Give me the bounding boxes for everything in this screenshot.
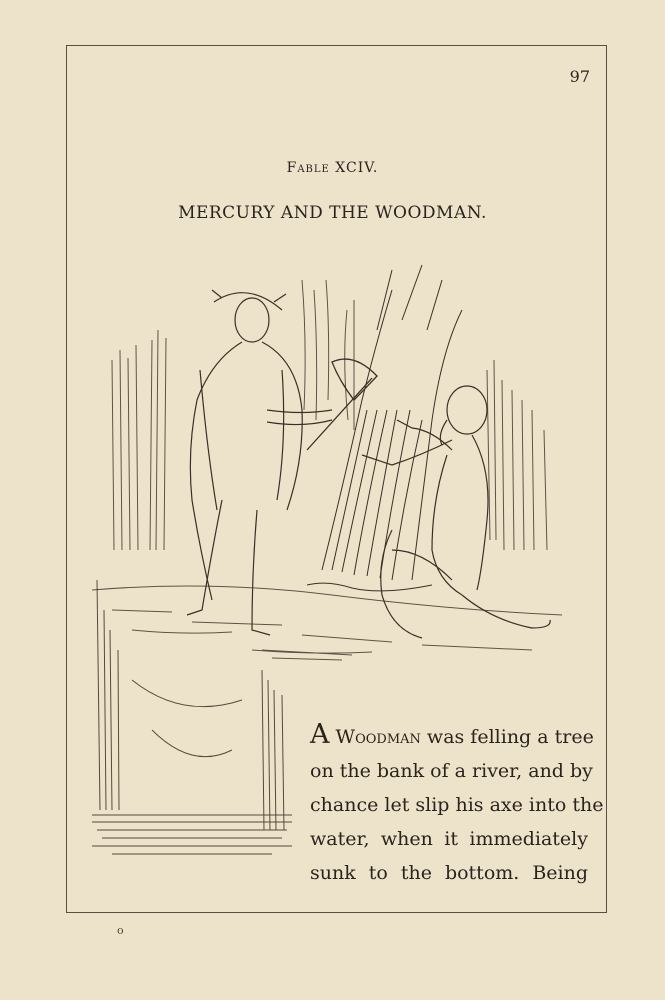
mercury-figure [187,290,332,635]
axe-drawing [307,359,377,450]
riverbank-ground [92,586,562,660]
fable-title: MERCURY AND THE WOODMAN. [178,203,487,223]
text-line-4: water, when it immediately [310,828,588,850]
line-1-rest: was felling a tree [420,726,594,748]
drop-cap: A [310,719,330,750]
text-line-5: sunk to the bottom. Being [310,862,588,884]
fable-body-text [310,718,604,890]
reeds-and-water [92,580,292,854]
forest-background [112,280,547,550]
fable-number: Fable XCIV. [286,160,379,176]
corner-mark: o [117,924,124,937]
tree-trunk [307,265,462,591]
text-line-1 [310,718,594,754]
text-line-3: chance let slip his axe into the [310,794,604,816]
first-word: Woodman [335,726,421,748]
page-number: 97 [569,67,590,86]
text-line-2: on the bank of a river, and by [310,760,593,782]
